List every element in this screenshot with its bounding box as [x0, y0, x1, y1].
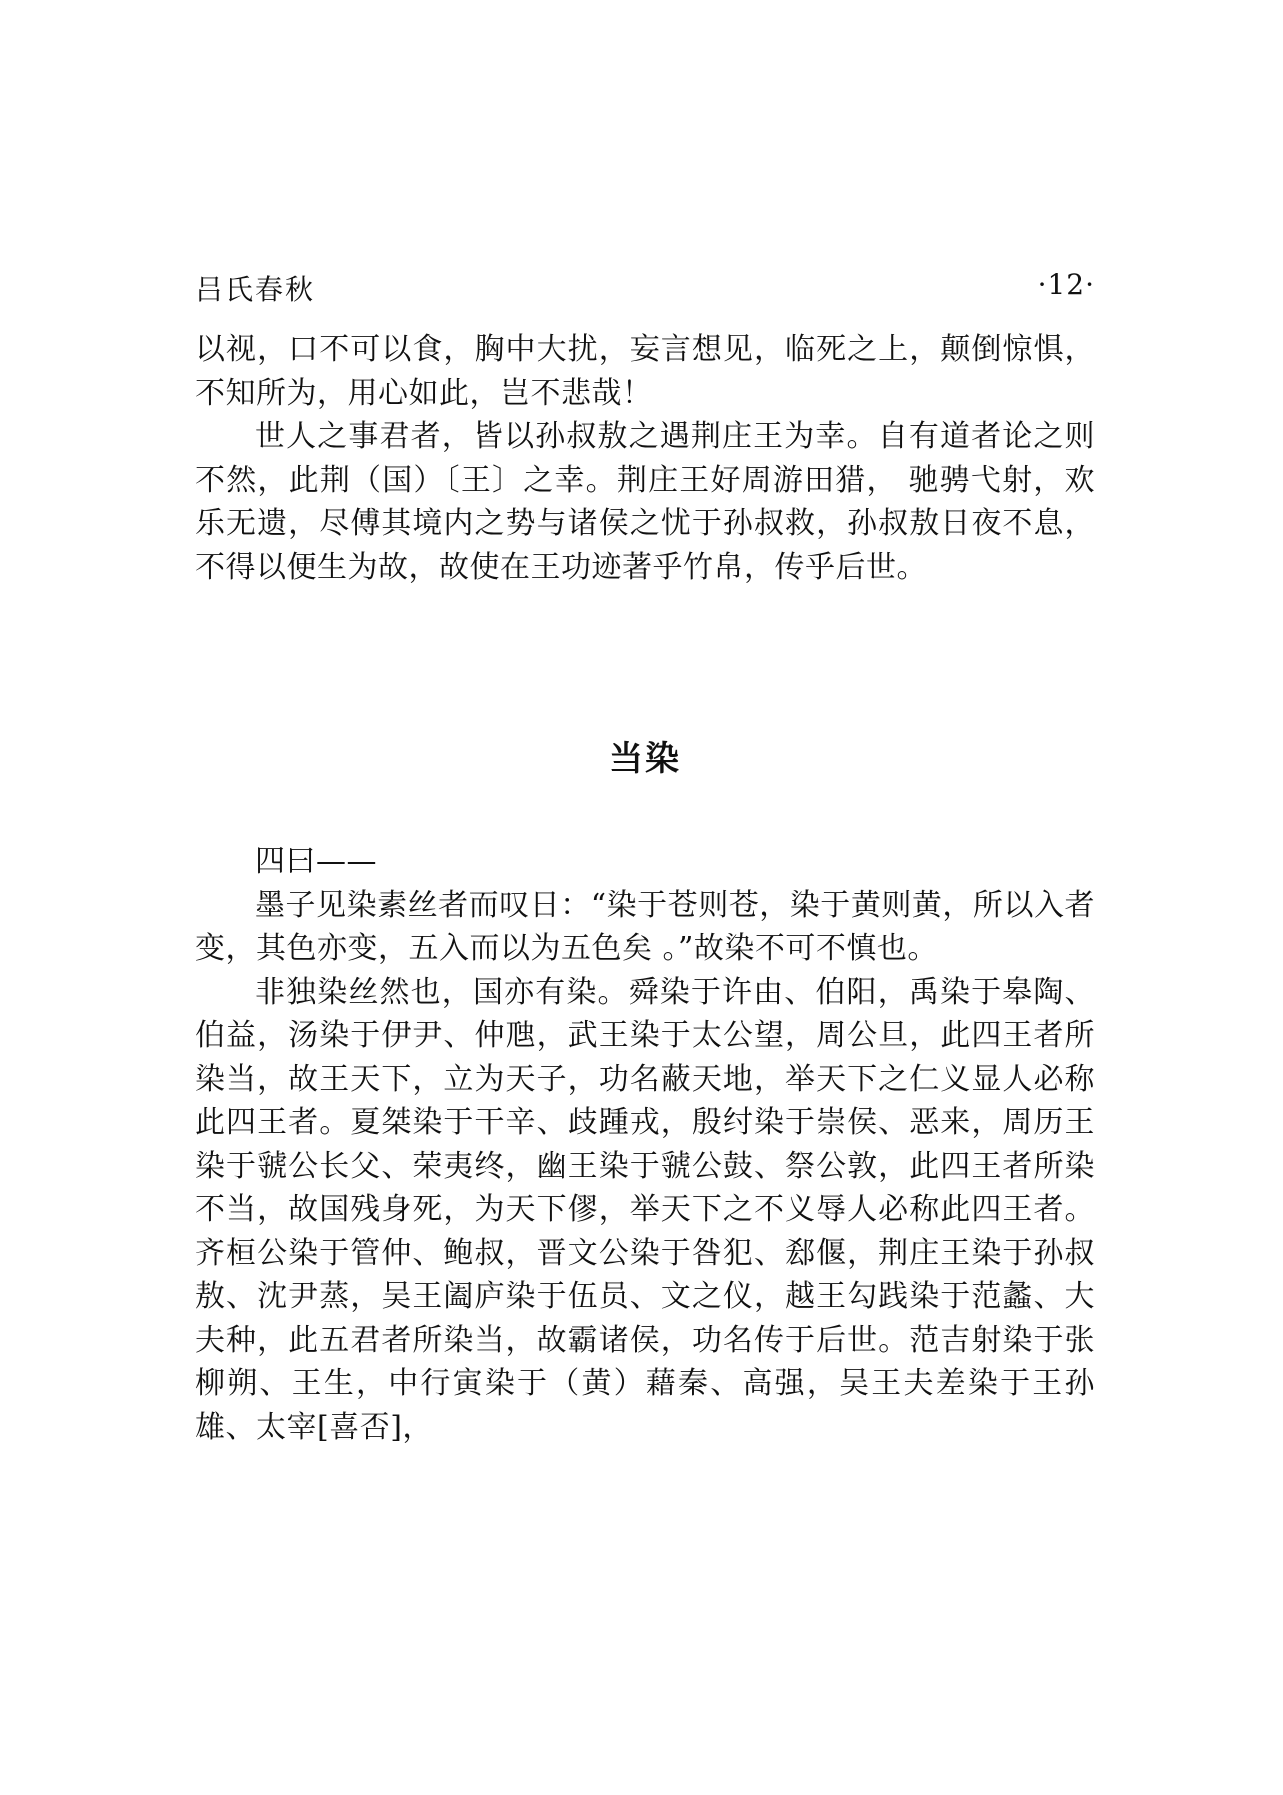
- book-title: 吕氏春秋: [195, 273, 316, 306]
- body-text-top: [195, 328, 1095, 589]
- section-body: [195, 840, 1095, 1449]
- paragraph: 世人之事君者，皆以孙叔敖之遇荆庄王为幸。自有道者论之则不然，此荆（国）〔王〕之幸。荆庄王好周游田猎， 驰骋弋射，欢乐无遗，尽傅其境内之势与诸侯之忧于孙叔救，孙叔敖日夜不息，不得以便生为故，故使在王功迹著乎竹帛，传乎后世。: [195, 419, 1095, 585]
- paragraph: 非独染丝然也，国亦有染。舜染于许由、伯阳，禹染于皋陶、伯益，汤染于伊尹、仲虺，武王染于太公望，周公旦，此四王者所染当，故王天下，立为天子，功名蔽天地，举天下之仁义显人必称此四王者。夏桀染于干辛、歧踵戎，殷纣染于崇侯、恶来，周历王染于虢公长父、荣夷终，幽王染于虢公鼓、祭公敦，此四王者所染不当，故国残身死，为天下僇，举天下之不义辱人必称此四王者。齐桓公染于管仲、鲍叔，晋文公染于咎犯、郄偃，荆庄王染于孙叔敖、沈尹蒸，吴王阖庐染于伍员、文之仪，越王勾践染于范蠡、大夫种，此五君者所染当，故霸诸侯，功名传于后世。范吉射染于张柳朔、王生，中行寅染于（黄）藉秦、高强，吴王夫差染于王孙雄、太宰[喜否]，: [195, 974, 1095, 1445]
- page-number: ·12·: [1037, 268, 1095, 301]
- running-header: [195, 268, 1095, 316]
- paragraph: 墨子见染素丝者而叹日：“染于苍则苍，染于黄则黄，所以入者变，其色亦变，五入而以为五色矣 。”故染不可不慎也。: [195, 887, 1095, 966]
- section-intro: 四曰——: [255, 844, 377, 879]
- book-page: [195, 268, 1095, 1449]
- paragraph: 以视，口不可以食，胸中大扰，妄言想见，临死之上，颠倒惊惧，不知所为，用心如此，岂不悲哉！: [195, 332, 1095, 411]
- section-title: 当染: [609, 739, 681, 779]
